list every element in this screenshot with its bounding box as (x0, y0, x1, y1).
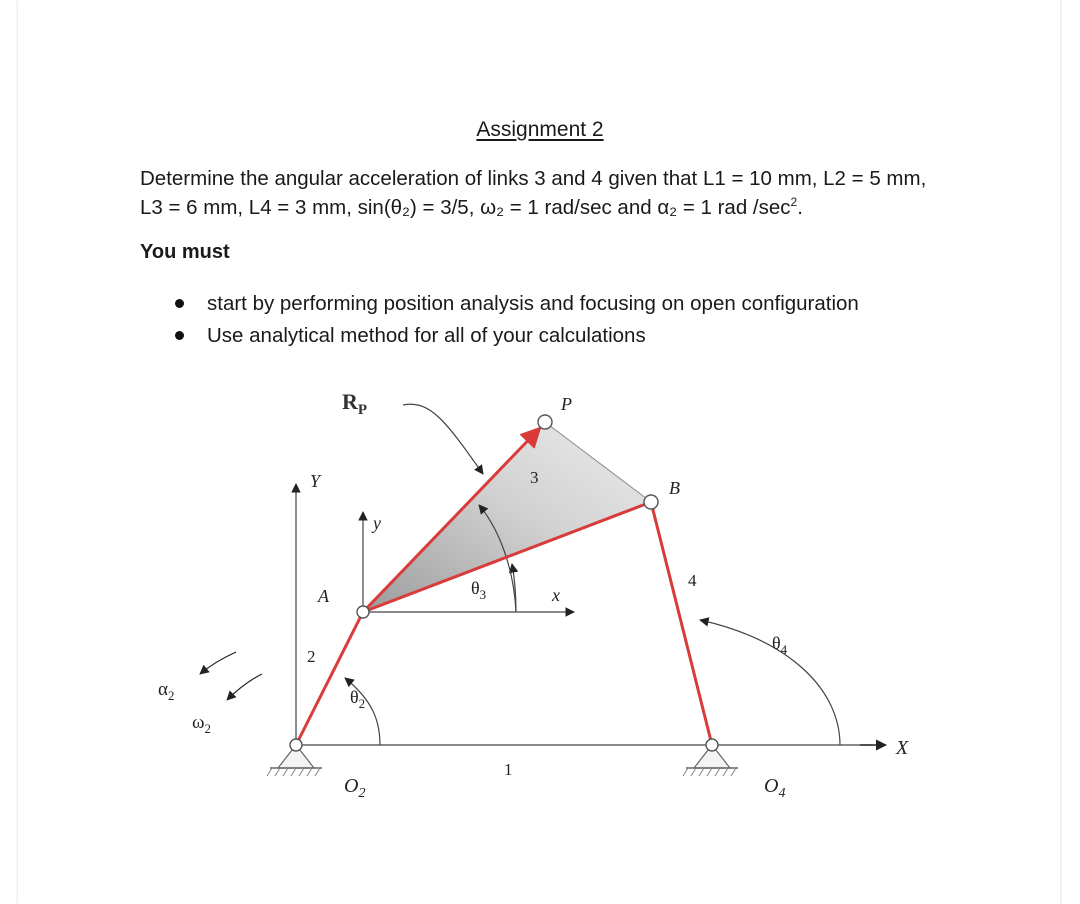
point-p-label: P (561, 394, 572, 414)
rp-label: $R_P$ (342, 389, 368, 418)
rp-pointer-arrow (403, 404, 483, 474)
theta3-label: $\theta_3$ (471, 578, 487, 602)
problem-end: . (797, 196, 803, 219)
joint-a-label: A (318, 586, 329, 606)
link-2-crank (296, 612, 366, 745)
global-y-label: Y (310, 471, 321, 491)
link-4-label: 4 (688, 571, 697, 590)
point-p (538, 415, 552, 429)
theta4-label: $\theta_4$ (772, 633, 788, 657)
link-2-label: 2 (307, 647, 316, 666)
joint-b-label: B (669, 478, 680, 498)
link-1-label: 1 (504, 760, 513, 779)
assignment-title: Assignment 2 (476, 118, 604, 141)
alpha2-label: $\alpha_2$ (158, 679, 175, 703)
omega2-label: $\omega_2$ (192, 712, 212, 736)
link-3-label: 3 (530, 468, 539, 487)
requirement-item: start by performing position analysis and focusing on open configuration (175, 288, 859, 320)
joint-b (644, 495, 658, 509)
local-x-label: x (552, 585, 560, 605)
exponent-superscript: 2 (790, 195, 798, 210)
problem-text: Determine the angular acceleration of links 3 and 4 given that L1 = 10 mm, L2 = 5 mm, L3 = 6 mm, L4 = 3 mm, sin(θ₂) = 3/5, ω₂ = 1 rad/sec and α₂ = 1 rad /sec (140, 167, 927, 219)
joint-a (357, 606, 369, 618)
o4-label: $O_4$ (764, 775, 786, 801)
requirement-item: Use analytical method for all of your calculations (175, 320, 859, 352)
global-x-label: X (896, 737, 909, 759)
link-4-rocker (651, 502, 712, 745)
requirements-heading: You must (140, 241, 230, 263)
theta4-arc (700, 620, 840, 745)
o2-label: $O_2$ (344, 775, 366, 801)
omega2-arrow (227, 674, 262, 700)
theta2-label: $\theta_2$ (350, 687, 366, 711)
alpha2-arrow (200, 652, 236, 674)
local-y-label: y (373, 513, 381, 533)
